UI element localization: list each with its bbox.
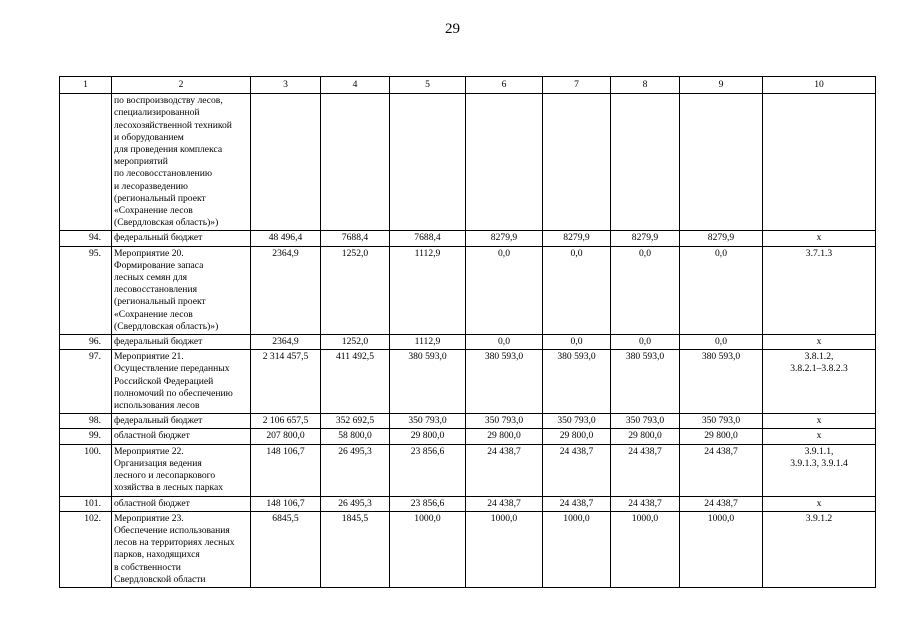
total-amount-cell: 207 800,0 xyxy=(251,429,321,444)
budget-table xyxy=(59,76,876,588)
year-amount-cell: 1252,0 xyxy=(321,335,390,350)
year-amount-cell: 350 793,0 xyxy=(390,414,466,429)
item-name-cell: федеральный бюджет xyxy=(112,335,251,350)
year-amount-cell: 29 800,0 xyxy=(680,429,763,444)
year-amount-cell: 350 793,0 xyxy=(466,414,543,429)
year-amount-cell: 29 800,0 xyxy=(390,429,466,444)
year-amount-cell: 8279,9 xyxy=(611,231,680,246)
row-number-cell: 102. xyxy=(60,511,112,587)
year-amount-cell: 24 438,7 xyxy=(680,444,763,496)
total-amount-cell: 48 496,4 xyxy=(251,231,321,246)
column-header: 1 xyxy=(60,77,112,94)
column-header: 4 xyxy=(321,77,390,94)
column-header: 2 xyxy=(112,77,251,94)
year-amount-cell: 380 593,0 xyxy=(390,350,466,414)
table-row xyxy=(60,335,876,350)
row-number-cell: 95. xyxy=(60,246,112,334)
year-amount-cell: 8279,9 xyxy=(466,231,543,246)
year-amount-cell xyxy=(466,94,543,231)
year-amount-cell: 350 793,0 xyxy=(543,414,611,429)
total-amount-cell: 2 314 457,5 xyxy=(251,350,321,414)
year-amount-cell xyxy=(543,94,611,231)
table-row xyxy=(60,350,876,414)
target-indicator-cell: 3.8.1.2, 3.8.2.1–3.8.2.3 xyxy=(763,350,876,414)
target-indicator-cell: 3.9.1.2 xyxy=(763,511,876,587)
year-amount-cell: 1000,0 xyxy=(680,511,763,587)
item-name-cell: Мероприятие 22. Организация ведения лесного и лесопаркового хозяйства в лесных парках xyxy=(112,444,251,496)
column-header: 3 xyxy=(251,77,321,94)
year-amount-cell xyxy=(321,94,390,231)
total-amount-cell: 148 106,7 xyxy=(251,496,321,511)
table-row xyxy=(60,444,876,496)
target-indicator-cell: х xyxy=(763,496,876,511)
table-row xyxy=(60,231,876,246)
year-amount-cell: 0,0 xyxy=(466,246,543,334)
item-name-cell: Мероприятие 20. Формирование запаса лесных семян для лесовосстановления (региональный проект «Сохранение лесов (Свердловская область)») xyxy=(112,246,251,334)
year-amount-cell: 380 593,0 xyxy=(543,350,611,414)
year-amount-cell: 411 492,5 xyxy=(321,350,390,414)
year-amount-cell: 8279,9 xyxy=(543,231,611,246)
column-header: 10 xyxy=(763,77,876,94)
row-number-cell: 101. xyxy=(60,496,112,511)
table-row xyxy=(60,511,876,587)
year-amount-cell: 1845,5 xyxy=(321,511,390,587)
item-name-cell: Мероприятие 23. Обеспечение использования лесов на территориях лесных парков, находящихся в собственности Свердловской области xyxy=(112,511,251,587)
table-row xyxy=(60,94,876,231)
year-amount-cell xyxy=(390,94,466,231)
row-number-cell: 97. xyxy=(60,350,112,414)
column-header: 9 xyxy=(680,77,763,94)
year-amount-cell: 1000,0 xyxy=(611,511,680,587)
table-header-row xyxy=(60,77,876,94)
year-amount-cell: 1252,0 xyxy=(321,246,390,334)
year-amount-cell: 352 692,5 xyxy=(321,414,390,429)
table-row xyxy=(60,429,876,444)
total-amount-cell: 2364,9 xyxy=(251,335,321,350)
column-header: 7 xyxy=(543,77,611,94)
row-number-cell: 98. xyxy=(60,414,112,429)
year-amount-cell: 380 593,0 xyxy=(466,350,543,414)
item-name-cell: областной бюджет xyxy=(112,429,251,444)
total-amount-cell: 2364,9 xyxy=(251,246,321,334)
year-amount-cell: 24 438,7 xyxy=(466,496,543,511)
year-amount-cell: 29 800,0 xyxy=(543,429,611,444)
total-amount-cell: 148 106,7 xyxy=(251,444,321,496)
year-amount-cell: 0,0 xyxy=(611,335,680,350)
year-amount-cell: 24 438,7 xyxy=(543,444,611,496)
year-amount-cell: 380 593,0 xyxy=(611,350,680,414)
year-amount-cell: 0,0 xyxy=(543,246,611,334)
total-amount-cell: 6845,5 xyxy=(251,511,321,587)
year-amount-cell: 1112,9 xyxy=(390,246,466,334)
year-amount-cell: 26 495,3 xyxy=(321,444,390,496)
row-number-cell xyxy=(60,94,112,231)
page-number: 29 xyxy=(445,21,460,37)
year-amount-cell xyxy=(611,94,680,231)
year-amount-cell: 24 438,7 xyxy=(611,444,680,496)
year-amount-cell: 29 800,0 xyxy=(611,429,680,444)
item-name-cell: федеральный бюджет xyxy=(112,414,251,429)
total-amount-cell xyxy=(251,94,321,231)
year-amount-cell: 1000,0 xyxy=(543,511,611,587)
column-header: 6 xyxy=(466,77,543,94)
year-amount-cell: 23 856,6 xyxy=(390,496,466,511)
year-amount-cell: 8279,9 xyxy=(680,231,763,246)
year-amount-cell: 380 593,0 xyxy=(680,350,763,414)
table-row xyxy=(60,414,876,429)
year-amount-cell: 0,0 xyxy=(680,246,763,334)
year-amount-cell: 350 793,0 xyxy=(680,414,763,429)
year-amount-cell: 7688,4 xyxy=(390,231,466,246)
target-indicator-cell: х xyxy=(763,231,876,246)
year-amount-cell: 24 438,7 xyxy=(680,496,763,511)
year-amount-cell: 58 800,0 xyxy=(321,429,390,444)
total-amount-cell: 2 106 657,5 xyxy=(251,414,321,429)
year-amount-cell: 1000,0 xyxy=(390,511,466,587)
row-number-cell: 99. xyxy=(60,429,112,444)
target-indicator-cell: 3.9.1.1, 3.9.1.3, 3.9.1.4 xyxy=(763,444,876,496)
year-amount-cell: 24 438,7 xyxy=(611,496,680,511)
row-number-cell: 94. xyxy=(60,231,112,246)
year-amount-cell: 24 438,7 xyxy=(466,444,543,496)
column-header: 8 xyxy=(611,77,680,94)
column-header: 5 xyxy=(390,77,466,94)
year-amount-cell: 0,0 xyxy=(543,335,611,350)
year-amount-cell: 350 793,0 xyxy=(611,414,680,429)
table-row xyxy=(60,496,876,511)
table-row xyxy=(60,246,876,334)
item-name-cell: федеральный бюджет xyxy=(112,231,251,246)
target-indicator-cell: х xyxy=(763,429,876,444)
year-amount-cell: 24 438,7 xyxy=(543,496,611,511)
year-amount-cell xyxy=(680,94,763,231)
year-amount-cell: 0,0 xyxy=(680,335,763,350)
year-amount-cell: 0,0 xyxy=(611,246,680,334)
item-name-cell: областной бюджет xyxy=(112,496,251,511)
item-name-cell: Мероприятие 21. Осуществление переданных Российской Федерацией полномочий по обеспечению использования лесов xyxy=(112,350,251,414)
target-indicator-cell: 3.7.1.3 xyxy=(763,246,876,334)
item-name-cell: по воспроизводству лесов, специализированной лесохозяйственной техникой и оборудованием для проведения комплекса мероприятий по лесовосстановлению и лесоразведению (региональный проект «Сохранение лесов (Свердловская область)») xyxy=(112,94,251,231)
year-amount-cell: 29 800,0 xyxy=(466,429,543,444)
year-amount-cell: 1112,9 xyxy=(390,335,466,350)
target-indicator-cell: х xyxy=(763,414,876,429)
target-indicator-cell xyxy=(763,94,876,231)
target-indicator-cell: х xyxy=(763,335,876,350)
year-amount-cell: 1000,0 xyxy=(466,511,543,587)
year-amount-cell: 23 856,6 xyxy=(390,444,466,496)
year-amount-cell: 7688,4 xyxy=(321,231,390,246)
year-amount-cell: 26 495,3 xyxy=(321,496,390,511)
row-number-cell: 96. xyxy=(60,335,112,350)
year-amount-cell: 0,0 xyxy=(466,335,543,350)
row-number-cell: 100. xyxy=(60,444,112,496)
